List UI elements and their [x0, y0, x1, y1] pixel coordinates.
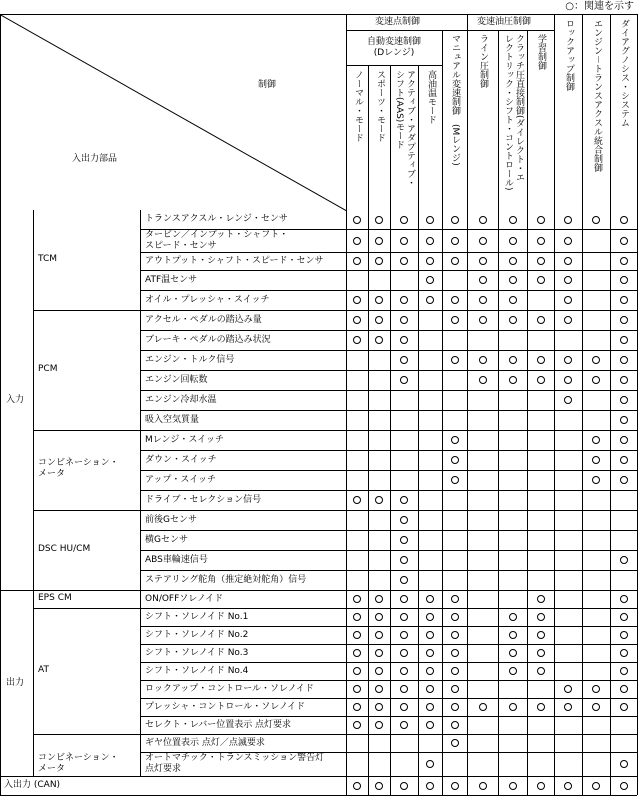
- grid-line: [140, 470, 637, 471]
- relation-mark-r26-c7: [509, 703, 517, 711]
- grid-line: [140, 570, 637, 571]
- relation-mark-r6-c8: [537, 316, 545, 324]
- part-name-row-4: ATF温センサ: [145, 275, 198, 285]
- relation-mark-r22-c1: [353, 631, 361, 639]
- relation-mark-r30-c7: [509, 782, 517, 790]
- part-name-row-7: ブレーキ・ペダルの踏込み状況: [145, 335, 271, 345]
- relation-mark-r6-c1: [353, 316, 361, 324]
- relation-mark-r6-c5: [451, 316, 459, 324]
- grid-line: [0, 14, 1, 795]
- column-header-9: ロックアップ制御: [564, 19, 574, 91]
- unit-label-eps-cm: EPS CM: [38, 592, 72, 603]
- grid-line: [390, 65, 391, 210]
- relation-mark-r8-c8: [537, 356, 545, 364]
- relation-mark-r5-c4: [426, 296, 434, 304]
- io-label-can: 入出力 (CAN): [4, 780, 61, 790]
- relation-mark-r4-c8: [537, 276, 545, 284]
- grid-line: [390, 210, 391, 795]
- grid-line: [554, 14, 555, 210]
- relation-mark-r8-c5: [451, 356, 459, 364]
- part-name-row-10: エンジン冷却水温: [145, 395, 217, 405]
- relation-mark-r1-c11: [620, 216, 628, 224]
- relation-mark-r5-c1: [353, 296, 361, 304]
- relation-mark-r30-c3: [400, 782, 408, 790]
- relation-mark-r5-c3: [400, 296, 408, 304]
- grid-line: [33, 430, 637, 431]
- part-name-row-11: 吸入空気質量: [145, 415, 200, 425]
- grid-line: [140, 210, 141, 776]
- grid-line: [498, 30, 499, 210]
- relation-mark-r23-c4: [426, 649, 434, 657]
- relation-mark-r21-c3: [400, 613, 408, 621]
- relation-mark-r1-c5: [451, 216, 459, 224]
- unit-label--: コンビネーション・ メータ: [38, 753, 119, 774]
- relation-mark-r15-c2: [375, 496, 383, 504]
- relation-mark-r30-c11: [620, 782, 628, 790]
- relation-mark-r25-c1: [353, 685, 361, 693]
- grid-line: [418, 65, 419, 210]
- relation-mark-r29-c4: [426, 760, 434, 768]
- part-name-row-1: トランスアクスル・レンジ・センサ: [145, 214, 288, 224]
- relation-mark-r3-c5: [451, 257, 459, 265]
- relation-mark-r2-c4: [426, 237, 434, 245]
- relation-mark-r13-c10: [592, 456, 600, 464]
- relation-mark-r22-c5: [451, 631, 459, 639]
- relation-mark-r4-c9: [564, 276, 572, 284]
- relation-mark-r7-c3: [400, 336, 408, 344]
- part-name-row-17: 横Gセンサ: [145, 535, 188, 545]
- relation-mark-r26-c3: [400, 703, 408, 711]
- grid-line: [527, 30, 528, 210]
- relation-mark-r10-c9: [564, 396, 572, 404]
- grid-line: [33, 734, 637, 735]
- relation-mark-r5-c9: [564, 296, 572, 304]
- relation-mark-r1-c6: [479, 216, 487, 224]
- grid-line: [527, 210, 528, 795]
- part-name-row-15: ドライブ・セレクション信号: [145, 495, 262, 505]
- column-header-6: ライン圧制御: [478, 34, 488, 88]
- relation-mark-r13-c11: [620, 456, 628, 464]
- grid-line: [0, 776, 637, 777]
- relation-mark-r30-c9: [564, 782, 572, 790]
- relation-mark-r26-c2: [375, 703, 383, 711]
- part-name-row-20: ON/OFFソレノイド: [145, 594, 224, 604]
- relation-mark-r8-c11: [620, 356, 628, 364]
- grid-line: [33, 608, 637, 609]
- relation-mark-r12-c5: [451, 436, 459, 444]
- corner-label-control: 制御: [258, 80, 277, 90]
- grid-line: [140, 662, 637, 663]
- relation-mark-r24-c3: [400, 667, 408, 675]
- relation-mark-r1-c7: [509, 216, 517, 224]
- relation-mark-r24-c5: [451, 667, 459, 675]
- corner-diagonal: [0, 14, 346, 211]
- grid-line: [346, 30, 554, 31]
- grid-line: [582, 14, 583, 210]
- relation-mark-r3-c6: [479, 257, 487, 265]
- relation-mark-r6-c2: [375, 316, 383, 324]
- column-header-4: 高油温モード: [426, 70, 436, 124]
- relation-mark-r29-c11: [620, 760, 628, 768]
- corner-label-io-parts: 入出力部品: [72, 154, 118, 164]
- relation-mark-r21-c5: [451, 613, 459, 621]
- unit-label-at: AT: [38, 664, 49, 675]
- relation-mark-r21-c8: [537, 613, 545, 621]
- relation-mark-r2-c8: [537, 237, 545, 245]
- part-name-row-23: シフト・ソレノイド No.3: [145, 648, 249, 658]
- column-header-1: ノーマル・モード: [353, 70, 363, 142]
- grid-line: [140, 390, 637, 391]
- relation-mark-r15-c1: [353, 496, 361, 504]
- grid-line: [140, 716, 637, 717]
- relation-mark-r14-c5: [451, 476, 459, 484]
- part-name-row-2: タービン／インプット・シャフト・ スピード・センサ: [145, 230, 289, 251]
- relation-mark-r1-c2: [375, 216, 383, 224]
- part-name-row-25: ロックアップ・コントロール・ソレノイド: [145, 684, 314, 694]
- grid-line: [0, 795, 637, 796]
- relation-mark-r20-c3: [400, 595, 408, 603]
- relation-mark-r24-c2: [375, 667, 383, 675]
- grid-line: [140, 330, 637, 331]
- relation-mark-r22-c8: [537, 631, 545, 639]
- relation-mark-r4-c7: [509, 276, 517, 284]
- io-label-input: 入力: [6, 395, 25, 405]
- relation-mark-r24-c8: [537, 667, 545, 675]
- part-name-row-29: オートマチック・トランスミッション警告灯 点灯要求: [145, 753, 325, 774]
- grid-line: [140, 698, 637, 699]
- grid-line: [467, 210, 468, 795]
- grid-line: [140, 550, 637, 551]
- relation-mark-r26-c4: [426, 703, 434, 711]
- relation-mark-r5-c2: [375, 296, 383, 304]
- grid-line: [0, 14, 637, 15]
- column-header-2: スポーツ・モード: [375, 70, 385, 142]
- relation-mark-r30-c2: [375, 782, 383, 790]
- relation-mark-r30-c8: [537, 782, 545, 790]
- grid-line: [140, 450, 637, 451]
- relation-mark-r2-c1: [353, 237, 361, 245]
- relation-mark-r22-c3: [400, 631, 408, 639]
- relation-mark-r16-c3: [400, 516, 408, 524]
- relation-mark-r9-c6: [479, 376, 487, 384]
- relation-mark-r8-c6: [479, 356, 487, 364]
- relation-mark-r2-c7: [509, 237, 517, 245]
- relation-mark-r8-c10: [592, 356, 600, 364]
- relation-mark-r20-c5: [451, 595, 459, 603]
- relation-mark-r14-c10: [592, 476, 600, 484]
- relation-mark-r7-c1: [353, 336, 361, 344]
- part-name-row-27: セレクト・レバー位置表示 点灯要求: [145, 720, 292, 730]
- relation-mark-r5-c6: [479, 296, 487, 304]
- grid-line: [140, 626, 637, 627]
- relation-mark-r30-c10: [592, 782, 600, 790]
- relation-mark-r1-c8: [537, 216, 545, 224]
- relation-mark-r8-c9: [564, 356, 572, 364]
- grid-line: [33, 310, 637, 311]
- relation-mark-r25-c2: [375, 685, 383, 693]
- relation-mark-r20-c11: [620, 595, 628, 603]
- relation-mark-r3-c4: [426, 257, 434, 265]
- grid-line: [610, 210, 611, 795]
- relation-mark-r2-c3: [400, 237, 408, 245]
- relation-mark-r3-c2: [375, 257, 383, 265]
- relation-mark-r1-c3: [400, 216, 408, 224]
- relation-mark-r26-c1: [353, 703, 361, 711]
- grid-line: [140, 680, 637, 681]
- relation-mark-r22-c4: [426, 631, 434, 639]
- relation-mark-r6-c11: [620, 316, 628, 324]
- relation-mark-r2-c11: [620, 237, 628, 245]
- relation-mark-r1-c1: [353, 216, 361, 224]
- relation-mark-r3-c8: [537, 257, 545, 265]
- relation-mark-r30-c4: [426, 782, 434, 790]
- relation-mark-r21-c4: [426, 613, 434, 621]
- relation-mark-r6-c3: [400, 316, 408, 324]
- relation-mark-r2-c6: [479, 237, 487, 245]
- relation-mark-r27-c5: [451, 721, 459, 729]
- relation-mark-r1-c4: [426, 216, 434, 224]
- relation-mark-r20-c4: [426, 595, 434, 603]
- part-name-row-6: アクセル・ペダルの踏込み量: [145, 315, 262, 325]
- relation-mark-r23-c5: [451, 649, 459, 657]
- relation-mark-r24-c1: [353, 667, 361, 675]
- part-name-row-5: オイル・プレッシャ・スイッチ: [145, 295, 270, 305]
- relation-mark-r21-c7: [509, 613, 517, 621]
- grid-line: [140, 644, 637, 645]
- column-header-10: エンジン－トランスアクスル統合制御: [592, 19, 602, 173]
- part-name-row-21: シフト・ソレノイド No.1: [145, 612, 249, 622]
- relation-mark-r23-c3: [400, 649, 408, 657]
- relation-mark-r9-c11: [620, 376, 628, 384]
- relation-mark-r14-c11: [620, 476, 628, 484]
- part-name-row-26: プレッシャ・コントロール・ソレノイド: [145, 702, 306, 712]
- relation-mark-r25-c10: [592, 685, 600, 693]
- relation-mark-r2-c9: [564, 237, 572, 245]
- relation-mark-r3-c1: [353, 257, 361, 265]
- part-name-row-14: アップ・スイッチ: [145, 475, 217, 485]
- relation-mark-r21-c2: [375, 613, 383, 621]
- grid-line: [0, 590, 637, 591]
- relation-mark-r7-c11: [620, 336, 628, 344]
- column-header-3: アクティブ・アダプティブ・ シフト(AAS)モード: [394, 70, 415, 187]
- relation-mark-r4-c4: [426, 276, 434, 284]
- relation-mark-r6-c7: [509, 316, 517, 324]
- io-label-output: 出力: [6, 678, 25, 688]
- relation-mark-r24-c4: [426, 667, 434, 675]
- relation-mark-r23-c1: [353, 649, 361, 657]
- unit-label-tcm: TCM: [38, 253, 58, 264]
- relation-mark-r10-c11: [620, 396, 628, 404]
- grid-line: [140, 270, 637, 271]
- group-shift-point-control: 変速点制御: [375, 17, 421, 27]
- relation-mark-r8-c7: [509, 356, 517, 364]
- grid-line: [33, 510, 637, 511]
- part-name-row-9: エンジン回転数: [145, 375, 208, 385]
- relation-mark-r6-c6: [479, 316, 487, 324]
- relation-mark-r3-c7: [509, 257, 517, 265]
- legend-note: ○：関連を示す: [565, 1, 634, 12]
- relation-mark-r9-c9: [564, 376, 572, 384]
- relation-mark-r25-c5: [451, 685, 459, 693]
- relation-mark-r1-c10: [592, 216, 600, 224]
- grid-line: [140, 410, 637, 411]
- part-name-row-22: シフト・ソレノイド No.2: [145, 630, 249, 640]
- relation-mark-r5-c7: [509, 296, 517, 304]
- relation-mark-r30-c1: [353, 782, 361, 790]
- relation-mark-r24-c7: [509, 667, 517, 675]
- part-name-row-18: ABS車輪速信号: [145, 555, 208, 565]
- relation-mark-r23-c2: [375, 649, 383, 657]
- relation-mark-r18-c11: [620, 556, 628, 564]
- control-matrix-table: [0, 14, 638, 797]
- relation-mark-r4-c11: [620, 276, 628, 284]
- part-name-row-19: ステアリング舵角（推定絶対舵角）信号: [145, 575, 307, 585]
- part-name-row-24: シフト・ソレノイド No.4: [145, 666, 249, 676]
- group-auto-shift-control: 自動変速制御 (Dレンジ): [366, 37, 421, 58]
- relation-mark-r3-c9: [564, 257, 572, 265]
- relation-mark-r30-c5: [451, 782, 459, 790]
- relation-mark-r1-c9: [564, 216, 572, 224]
- column-header-8: 学習制御: [536, 34, 546, 70]
- relation-mark-r25-c4: [426, 685, 434, 693]
- grid-line: [418, 210, 419, 795]
- grid-line: [140, 350, 637, 351]
- group-hydraulic-control: 変速油圧制御: [477, 17, 532, 27]
- relation-mark-r6-c9: [564, 316, 572, 324]
- grid-line: [442, 210, 443, 795]
- relation-mark-r26-c8: [537, 703, 545, 711]
- part-name-row-3: アウトプット・シャフト・スピード・センサ: [145, 256, 324, 266]
- relation-mark-r23-c11: [620, 649, 628, 657]
- relation-mark-r20-c2: [375, 595, 383, 603]
- grid-line: [140, 370, 637, 371]
- relation-mark-r5-c11: [620, 296, 628, 304]
- relation-mark-r11-c11: [620, 416, 628, 424]
- unit-label-pcm: PCM: [38, 363, 58, 374]
- column-header-11: ダイアグノシス・システム: [619, 19, 629, 127]
- relation-mark-r27-c1: [353, 721, 361, 729]
- relation-mark-r9-c10: [592, 376, 600, 384]
- relation-mark-r20-c8: [537, 595, 545, 603]
- relation-mark-r26-c6: [479, 703, 487, 711]
- relation-mark-r17-c3: [400, 536, 408, 544]
- relation-mark-r21-c1: [353, 613, 361, 621]
- relation-mark-r9-c8: [537, 376, 545, 384]
- column-header-5: マニュアル変速制御 (Mレンジ): [450, 34, 460, 166]
- relation-mark-r5-c5: [451, 296, 459, 304]
- relation-mark-r3-c3: [400, 257, 408, 265]
- relation-mark-r3-c11: [620, 257, 628, 265]
- relation-mark-r18-c3: [400, 556, 408, 564]
- relation-mark-r21-c11: [620, 613, 628, 621]
- grid-line: [140, 252, 637, 253]
- relation-mark-r24-c11: [620, 667, 628, 675]
- relation-mark-r28-c5: [451, 739, 459, 747]
- relation-mark-r7-c2: [375, 336, 383, 344]
- part-name-row-28: ギヤ位置表示 点灯／点滅要求: [145, 738, 265, 748]
- relation-mark-r22-c2: [375, 631, 383, 639]
- relation-mark-r27-c3: [400, 721, 408, 729]
- column-header-7: クラッチ圧直接制御(ダイレクト・エ レクトリック・シフト・コントロール): [503, 34, 524, 191]
- part-name-row-16: 前後Gセンサ: [145, 515, 197, 525]
- relation-mark-r12-c10: [592, 436, 600, 444]
- relation-mark-r26-c5: [451, 703, 459, 711]
- grid-line: [346, 210, 347, 795]
- grid-line: [140, 290, 637, 291]
- relation-mark-r23-c8: [537, 649, 545, 657]
- relation-mark-r22-c11: [620, 631, 628, 639]
- relation-mark-r2-c5: [451, 237, 459, 245]
- unit-label-dsc-hu-cm: DSC HU/CM: [38, 543, 91, 554]
- grid-line: [498, 210, 499, 795]
- relation-mark-r9-c3: [400, 376, 408, 384]
- part-name-row-8: エンジン・トルク信号: [145, 355, 235, 365]
- relation-mark-r25-c3: [400, 685, 408, 693]
- relation-mark-r19-c3: [400, 576, 408, 584]
- relation-mark-r15-c3: [400, 496, 408, 504]
- grid-line: [610, 14, 611, 210]
- relation-mark-r30-c6: [479, 782, 487, 790]
- relation-mark-r4-c6: [479, 276, 487, 284]
- grid-line: [442, 30, 443, 210]
- relation-mark-r13-c5: [451, 456, 459, 464]
- grid-line: [346, 65, 442, 66]
- relation-mark-r26-c9: [564, 703, 572, 711]
- relation-mark-r20-c1: [353, 595, 361, 603]
- relation-mark-r25-c11: [620, 685, 628, 693]
- grid-line: [582, 210, 583, 795]
- grid-line: [554, 210, 555, 795]
- grid-line: [467, 14, 468, 210]
- grid-line: [140, 490, 637, 491]
- relation-mark-r9-c7: [509, 376, 517, 384]
- grid-line: [33, 210, 34, 776]
- relation-mark-r26-c11: [620, 703, 628, 711]
- relation-mark-r8-c3: [400, 356, 408, 364]
- relation-mark-r27-c4: [426, 721, 434, 729]
- relation-mark-r26-c10: [592, 703, 600, 711]
- relation-mark-r27-c2: [375, 721, 383, 729]
- grid-line: [368, 210, 369, 795]
- relation-mark-r2-c2: [375, 237, 383, 245]
- part-name-row-13: ダウン・スイッチ: [145, 455, 217, 465]
- relation-mark-r22-c7: [509, 631, 517, 639]
- grid-line: [140, 530, 637, 531]
- relation-mark-r25-c9: [564, 685, 572, 693]
- unit-label--: コンビネーション・ メータ: [38, 458, 119, 479]
- part-name-row-12: Mレンジ・スイッチ: [145, 435, 224, 445]
- relation-mark-r12-c11: [620, 436, 628, 444]
- grid-line: [368, 65, 369, 210]
- relation-mark-r23-c7: [509, 649, 517, 657]
